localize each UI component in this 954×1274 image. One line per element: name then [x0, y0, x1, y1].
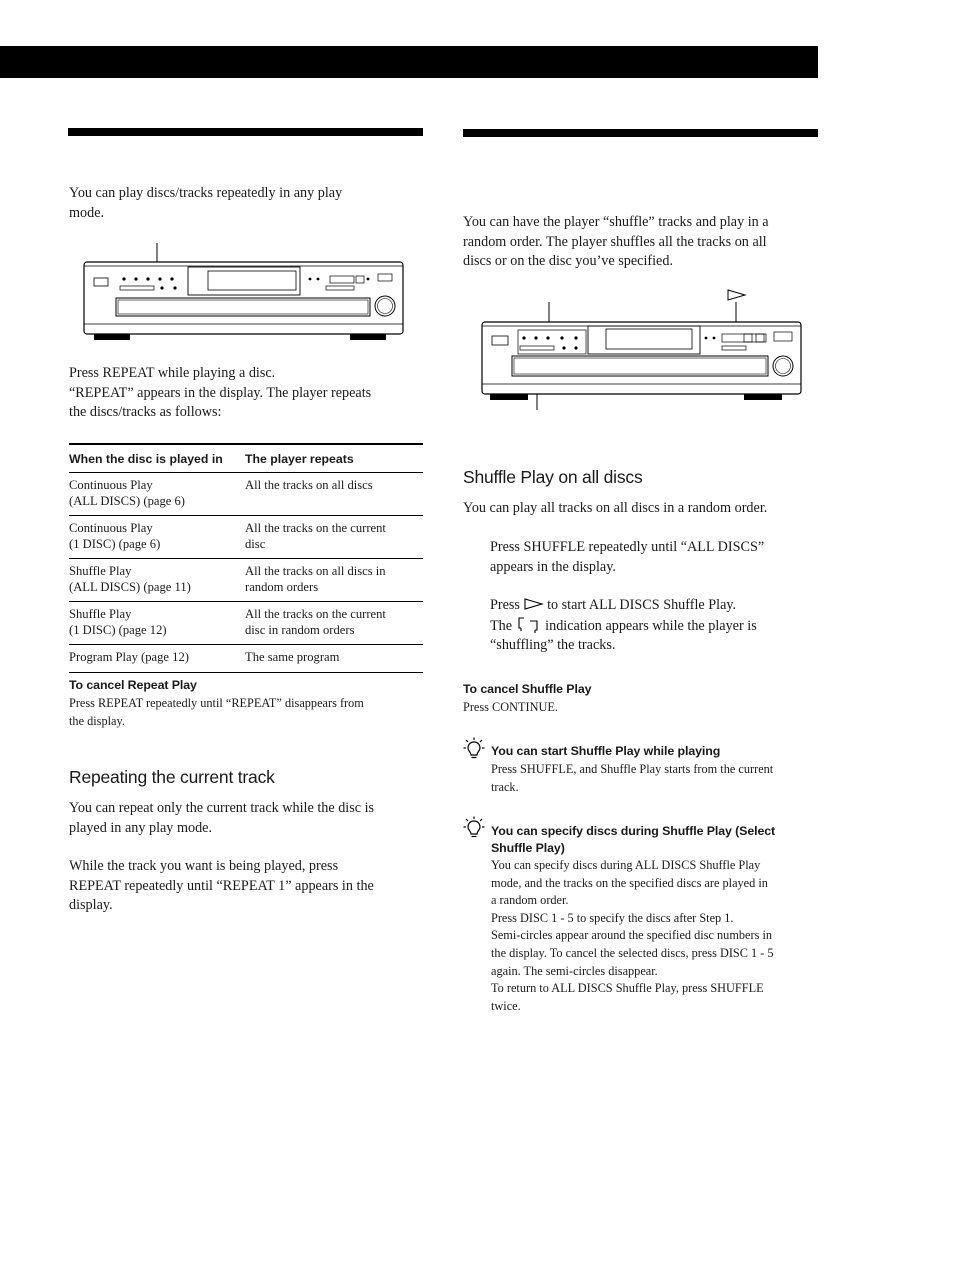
table-row [69, 645, 423, 673]
shuffle-bracket-icon [516, 616, 542, 634]
column-header: The player repeats [245, 444, 423, 473]
table-row [69, 602, 423, 645]
cd-player-illustration [478, 286, 808, 412]
play-triangle-icon [524, 598, 544, 610]
shuffle-intro: You can have the player “shuffle” tracks and play in a random order. The player shuffles all the tracks on all discs or on the disc you’ve specified. [463, 214, 769, 269]
table-cell: Shuffle Play (1 DISC) (page 12) [69, 602, 245, 645]
tip-1-text: Press SHUFFLE, and Shuffle Play starts from the current track. [491, 762, 774, 794]
repeat-step-text: Press REPEAT while playing a disc. “REPEAT” appears in the display. The player repeats the discs/tracks as follows: [69, 365, 372, 420]
header-bar [0, 46, 818, 78]
cancel-repeat-title: To cancel Repeat Play [69, 678, 197, 692]
repeat-current-para-1: You can repeat only the current track while the disc is played in any play mode. [69, 800, 375, 836]
table-row [69, 559, 423, 602]
section-rule-repeat [68, 128, 423, 136]
cancel-shuffle-title: To cancel Shuffle Play [463, 682, 592, 696]
lightbulb-tip-icon [463, 737, 485, 761]
lightbulb-tip-icon [463, 816, 485, 840]
section-rule-shuffle [463, 129, 818, 137]
table-header-row [69, 444, 423, 473]
table-cell: All the tracks on the current disc in random orders [245, 602, 423, 645]
table-cell: The same program [245, 645, 423, 673]
table-cell: Shuffle Play (ALL DISCS) (page 11) [69, 559, 245, 602]
table-cell: All the tracks on the current disc [245, 516, 423, 559]
table-cell: Continuous Play (ALL DISCS) (page 6) [69, 473, 245, 516]
repeat-intro: You can play discs/tracks repeatedly in any play mode. [69, 185, 343, 221]
repeat-table [69, 443, 423, 673]
table-cell: Continuous Play (1 DISC) (page 6) [69, 516, 245, 559]
tip-2-text: You can specify discs during ALL DISCS Shuffle Play mode, and the tracks on the specified discs are played in a random order. Press DISC 1 - 5 to specify the discs after Step 1. Semi-circles appear around the specified disc numbers in the display. To cancel the selected discs, press DISC 1 - 5 again. The semi-circles disappear. To return to ALL DISCS Shuffle Play, press SHUFFLE twice. [491, 858, 774, 1013]
table-row [69, 473, 423, 516]
repeat-current-para-2: While the track you want is being played, press REPEAT repeatedly until “REPEAT 1” appears in the display. [69, 858, 374, 913]
table-row [69, 516, 423, 559]
table-cell: Program Play (page 12) [69, 645, 245, 673]
column-header: When the disc is played in [69, 444, 245, 473]
cd-player-illustration [80, 240, 410, 344]
repeat-current-heading: Repeating the current track [69, 767, 275, 787]
shuffle-step-2: Press to start ALL DISCS Shuffle Play. The indication appears while the player is “shuffling” the tracks. [490, 597, 757, 653]
tip-2-title: You can specify discs during Shuffle Play (Select Shuffle Play) [491, 824, 776, 855]
shuffle-all-discs-heading: Shuffle Play on all discs [463, 467, 643, 487]
tip-1-title: You can start Shuffle Play while playing [491, 744, 721, 758]
cancel-repeat-text: Press REPEAT repeatedly until “REPEAT” disappears from the display. [69, 696, 364, 728]
shuffle-step-1: Press SHUFFLE repeatedly until “ALL DISCS” appears in the display. [490, 539, 765, 575]
table-cell: All the tracks on all discs in random orders [245, 559, 423, 602]
shuffle-all-intro: You can play all tracks on all discs in a random order. [463, 500, 768, 516]
table-cell: All the tracks on all discs [245, 473, 423, 516]
cancel-shuffle-text: Press CONTINUE. [463, 700, 558, 714]
